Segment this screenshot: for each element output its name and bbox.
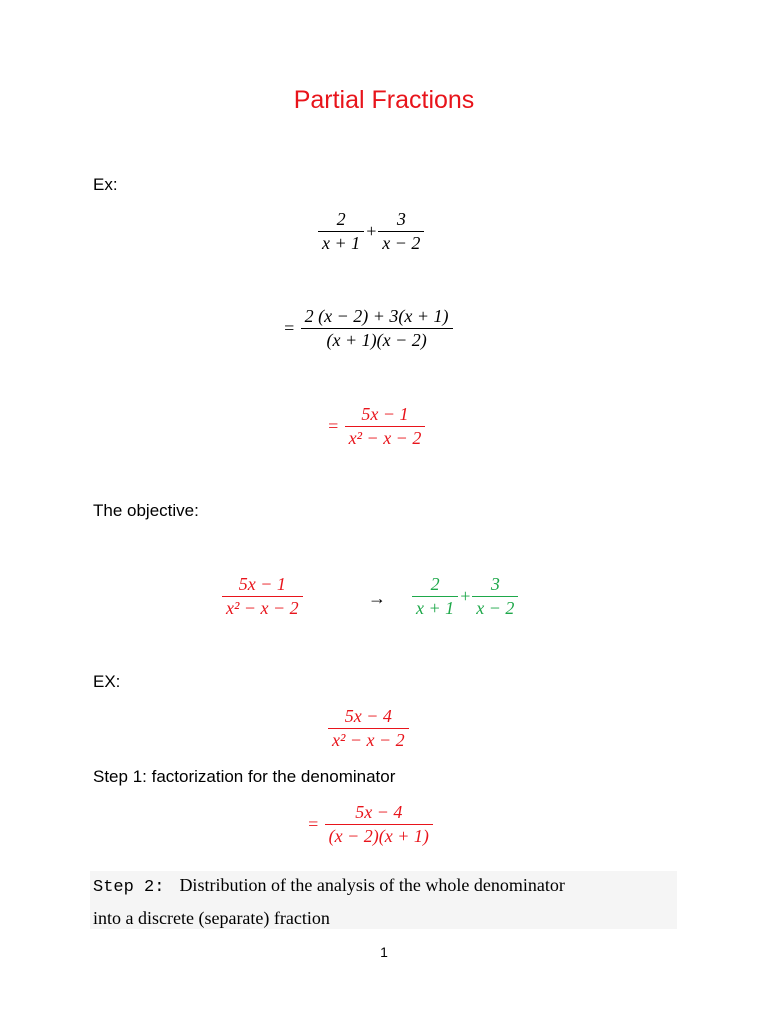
numerator: 5x − 1 <box>238 574 286 594</box>
step2-line1 <box>93 875 565 897</box>
equation-result <box>326 403 425 449</box>
step2-label: Step 2: <box>93 878 165 897</box>
equals-sign: = <box>307 813 320 834</box>
step2-text: Distribution of the analysis of the whole denominator <box>179 875 565 895</box>
denominator: x − 2 <box>476 597 515 618</box>
equals-sign: = <box>327 415 340 436</box>
numerator: 2 <box>336 209 346 229</box>
numerator: 2 (x − 2) + 3(x + 1) <box>304 306 449 326</box>
denominator: x² − x − 2 <box>348 427 422 448</box>
fraction <box>222 573 303 619</box>
numerator: 2 <box>430 574 440 594</box>
denominator: x² − x − 2 <box>226 597 299 618</box>
denominator: (x − 2)(x + 1) <box>328 825 429 846</box>
fraction <box>412 573 458 619</box>
equation-example2 <box>328 705 409 751</box>
fraction <box>378 208 424 254</box>
equals-sign: = <box>283 317 296 338</box>
objective-left-fraction <box>222 573 303 619</box>
page-number: 1 <box>380 944 388 960</box>
arrow-icon: → <box>368 588 386 608</box>
fraction <box>472 573 518 619</box>
example-label: Ex: <box>93 175 118 194</box>
fraction <box>328 705 409 751</box>
objective-label: The objective: <box>93 501 199 520</box>
numerator: 3 <box>396 209 406 229</box>
page-title: Partial Fractions <box>293 86 475 114</box>
fraction <box>325 801 433 847</box>
plus-sign: + <box>459 585 472 606</box>
step2-block <box>90 871 677 929</box>
denominator: x + 1 <box>416 597 455 618</box>
denominator: x + 1 <box>322 232 361 253</box>
fraction <box>345 403 426 449</box>
equation-combined <box>282 305 453 351</box>
numerator: 5x − 1 <box>361 404 409 424</box>
step2-line2: into a discrete (separate) fraction <box>93 908 330 928</box>
plus-sign: + <box>365 220 378 241</box>
equation-factored <box>306 801 433 847</box>
numerator: 3 <box>490 574 500 594</box>
denominator: x − 2 <box>382 232 421 253</box>
numerator: 5x − 4 <box>344 706 392 726</box>
equation-sum <box>318 208 424 254</box>
example-label: EX: <box>93 672 121 691</box>
denominator: (x + 1)(x − 2) <box>326 329 427 350</box>
objective-right-sum <box>412 573 518 619</box>
denominator: x² − x − 2 <box>332 729 405 750</box>
step1-label: Step 1: factorization for the denominator <box>93 767 396 786</box>
numerator: 5x − 4 <box>355 802 403 822</box>
fraction <box>301 305 453 351</box>
fraction <box>318 208 364 254</box>
